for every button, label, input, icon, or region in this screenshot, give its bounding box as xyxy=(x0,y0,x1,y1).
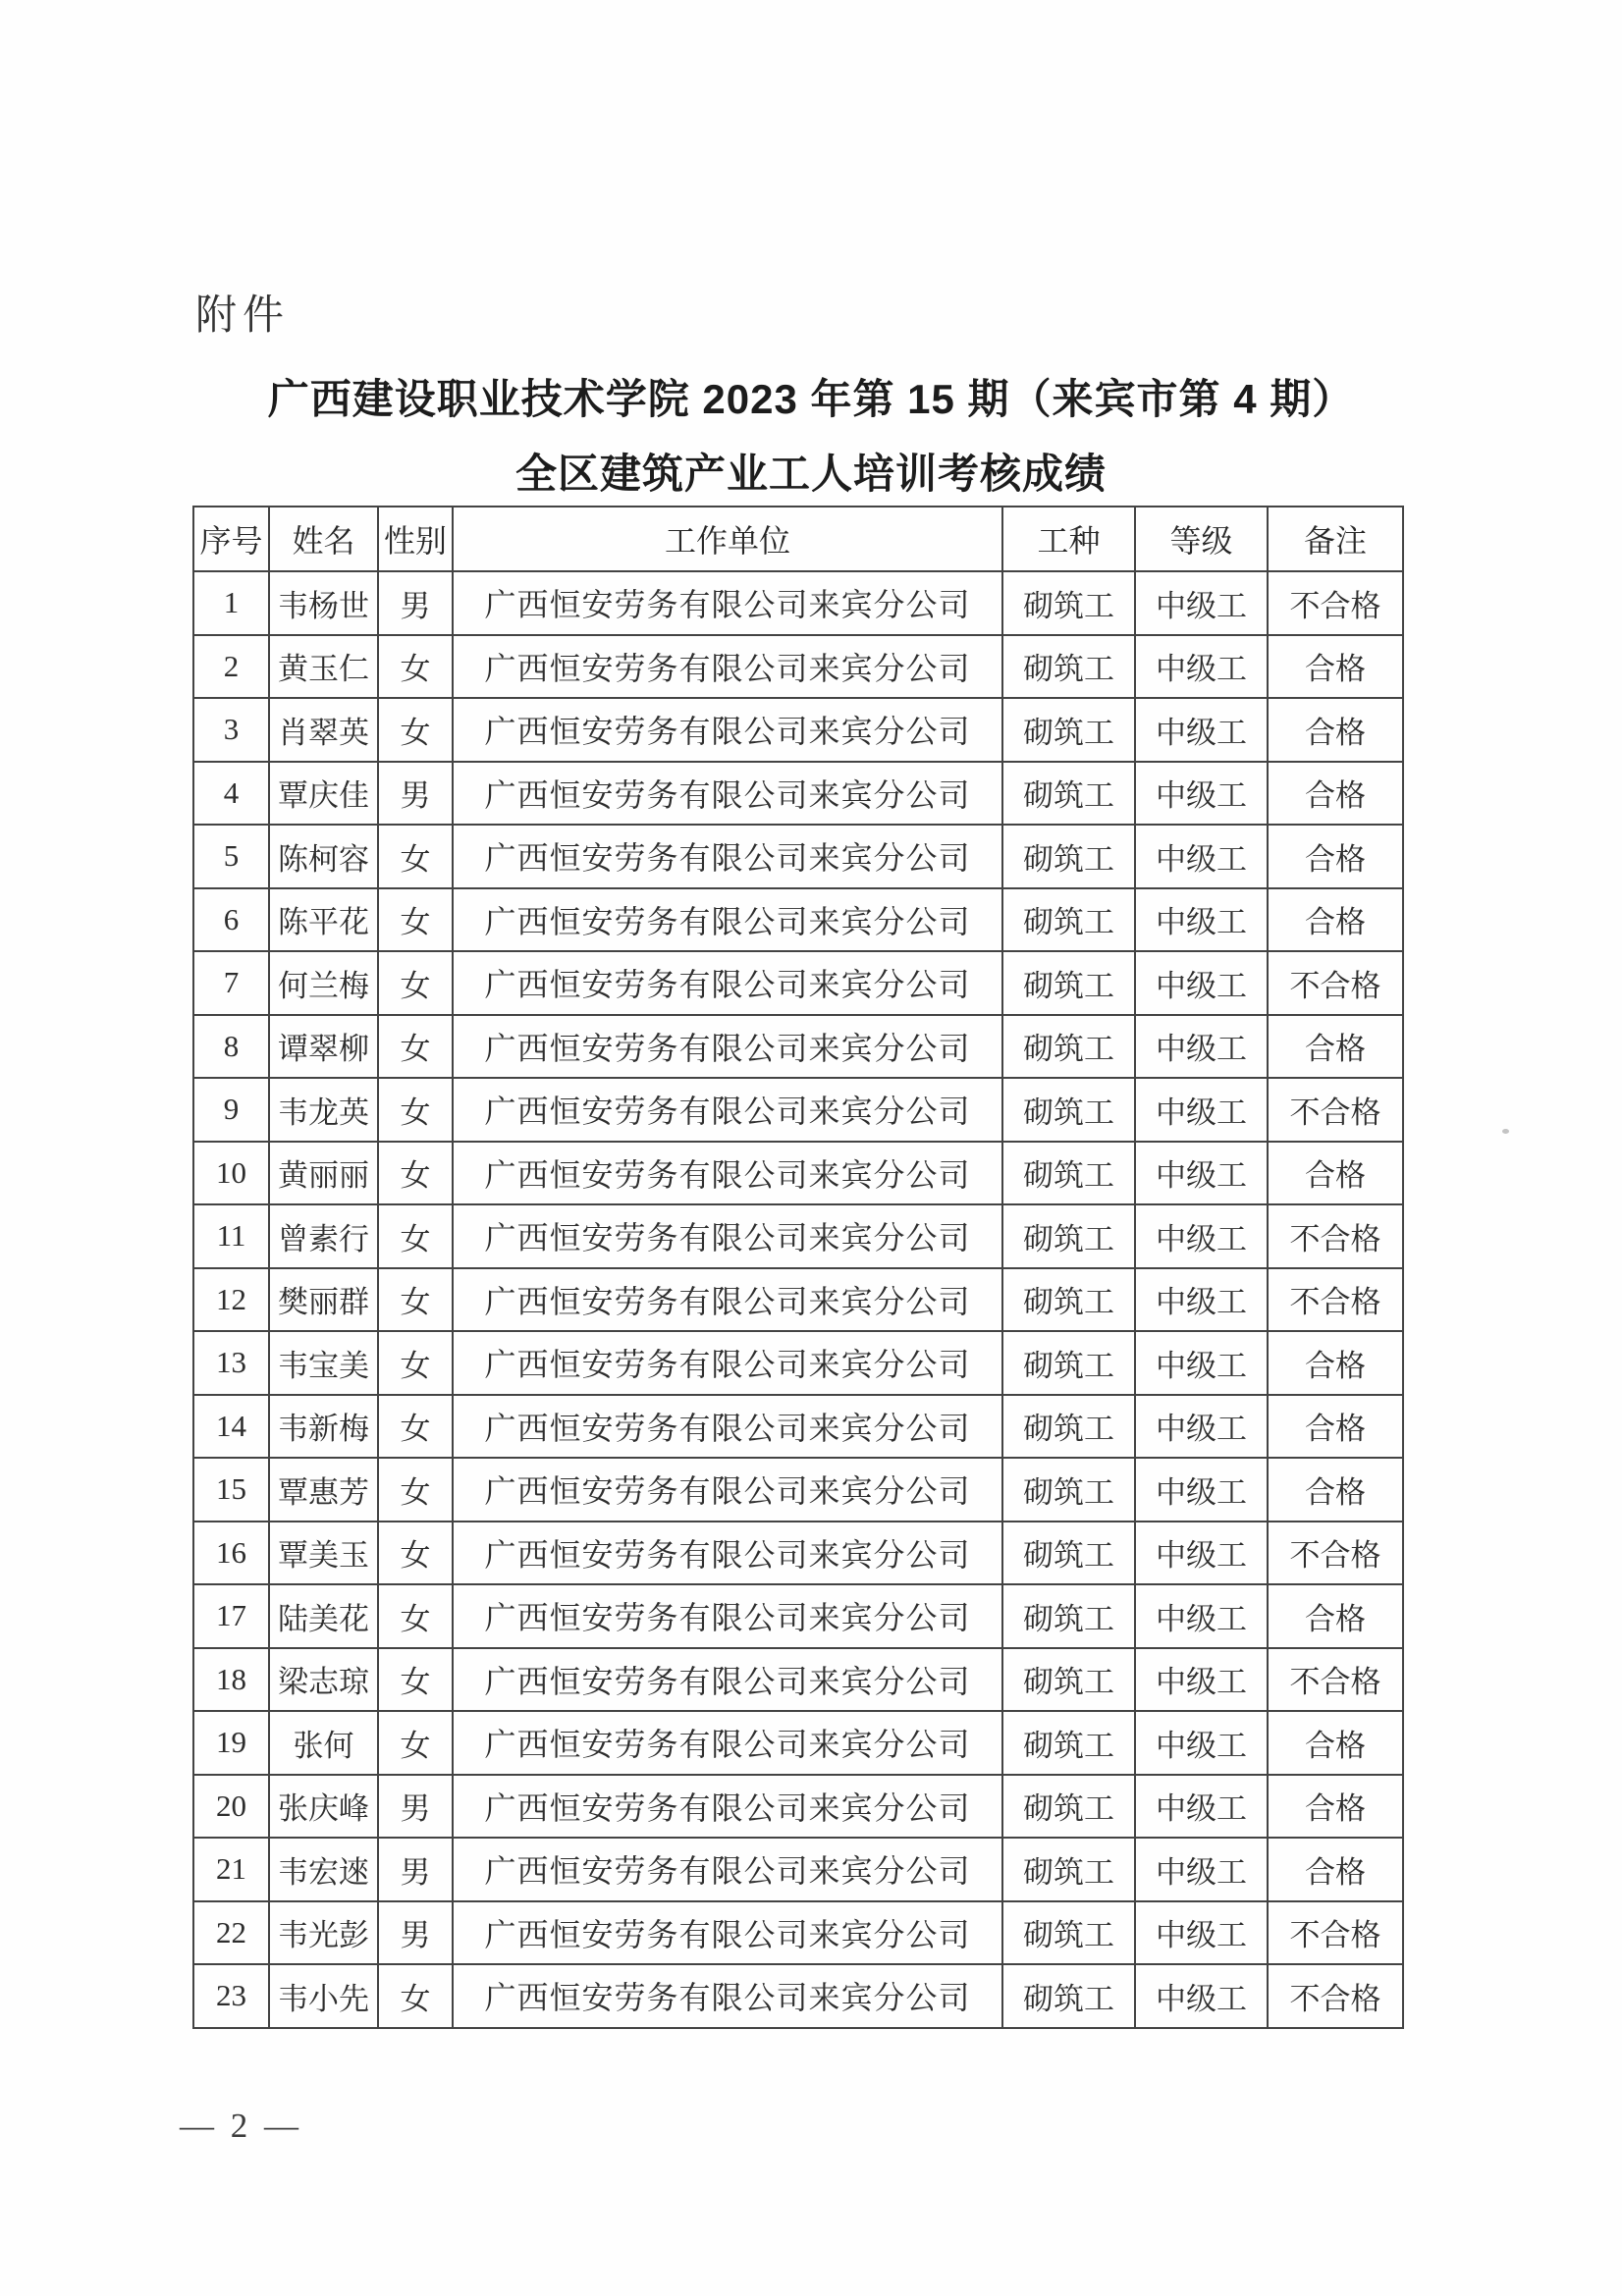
cell-level: 中级工 xyxy=(1135,1964,1268,2028)
cell-employer: 广西恒安劳务有限公司来宾分公司 xyxy=(453,888,1002,952)
cell-gender: 男 xyxy=(378,571,453,635)
cell-employer: 广西恒安劳务有限公司来宾分公司 xyxy=(453,1268,1002,1332)
cell-gender: 女 xyxy=(378,1458,453,1522)
cell-level: 中级工 xyxy=(1135,888,1268,952)
cell-name: 韦龙英 xyxy=(269,1078,378,1142)
table-header-row xyxy=(193,507,1403,571)
cell-trade: 砌筑工 xyxy=(1002,1522,1135,1585)
cell-employer: 广西恒安劳务有限公司来宾分公司 xyxy=(453,1331,1002,1395)
cell-no: 15 xyxy=(193,1458,269,1522)
cell-name: 覃美玉 xyxy=(269,1522,378,1585)
cell-employer: 广西恒安劳务有限公司来宾分公司 xyxy=(453,1648,1002,1712)
cell-gender: 男 xyxy=(378,1838,453,1901)
column-header-remark: 备注 xyxy=(1268,507,1403,571)
column-header-trade: 工种 xyxy=(1002,507,1135,571)
cell-level: 中级工 xyxy=(1135,1204,1268,1268)
table-row xyxy=(193,1775,1403,1839)
cell-no: 1 xyxy=(193,571,269,635)
cell-gender: 女 xyxy=(378,1268,453,1332)
attachment-label: 附件 xyxy=(195,294,291,339)
cell-no: 23 xyxy=(193,1964,269,2028)
cell-remark: 不合格 xyxy=(1268,1268,1403,1332)
cell-gender: 女 xyxy=(378,1711,453,1775)
cell-no: 17 xyxy=(193,1584,269,1648)
cell-trade: 砌筑工 xyxy=(1002,888,1135,952)
column-header-employer: 工作单位 xyxy=(453,507,1002,571)
table-row xyxy=(193,825,1403,888)
cell-remark: 合格 xyxy=(1268,635,1403,699)
cell-no: 6 xyxy=(193,888,269,952)
cell-level: 中级工 xyxy=(1135,1142,1268,1205)
cell-level: 中级工 xyxy=(1135,571,1268,635)
cell-name: 韦光彭 xyxy=(269,1901,378,1965)
cell-trade: 砌筑工 xyxy=(1002,1901,1135,1965)
cell-name: 梁志琼 xyxy=(269,1648,378,1712)
table-row xyxy=(193,1078,1403,1142)
cell-gender: 女 xyxy=(378,698,453,762)
cell-remark: 不合格 xyxy=(1268,571,1403,635)
cell-no: 8 xyxy=(193,1015,269,1079)
cell-gender: 女 xyxy=(378,1204,453,1268)
cell-level: 中级工 xyxy=(1135,825,1268,888)
cell-name: 陈柯容 xyxy=(269,825,378,888)
table-row xyxy=(193,1395,1403,1459)
cell-gender: 女 xyxy=(378,1395,453,1459)
cell-no: 12 xyxy=(193,1268,269,1332)
cell-employer: 广西恒安劳务有限公司来宾分公司 xyxy=(453,1584,1002,1648)
cell-remark: 合格 xyxy=(1268,1838,1403,1901)
page-number: — 2 — xyxy=(180,2107,302,2145)
cell-gender: 男 xyxy=(378,762,453,826)
cell-no: 14 xyxy=(193,1395,269,1459)
cell-remark: 不合格 xyxy=(1268,1964,1403,2028)
cell-gender: 女 xyxy=(378,1964,453,2028)
cell-trade: 砌筑工 xyxy=(1002,1648,1135,1712)
cell-remark: 不合格 xyxy=(1268,1901,1403,1965)
cell-gender: 女 xyxy=(378,1522,453,1585)
cell-remark: 合格 xyxy=(1268,1711,1403,1775)
cell-trade: 砌筑工 xyxy=(1002,698,1135,762)
cell-gender: 女 xyxy=(378,1015,453,1079)
table-row xyxy=(193,1015,1403,1079)
table-row xyxy=(193,951,1403,1015)
cell-trade: 砌筑工 xyxy=(1002,1838,1135,1901)
cell-remark: 合格 xyxy=(1268,1142,1403,1205)
cell-no: 9 xyxy=(193,1078,269,1142)
cell-no: 13 xyxy=(193,1331,269,1395)
cell-employer: 广西恒安劳务有限公司来宾分公司 xyxy=(453,1901,1002,1965)
cell-level: 中级工 xyxy=(1135,762,1268,826)
cell-trade: 砌筑工 xyxy=(1002,1142,1135,1205)
cell-remark: 不合格 xyxy=(1268,951,1403,1015)
cell-employer: 广西恒安劳务有限公司来宾分公司 xyxy=(453,1078,1002,1142)
cell-trade: 砌筑工 xyxy=(1002,1078,1135,1142)
cell-employer: 广西恒安劳务有限公司来宾分公司 xyxy=(453,635,1002,699)
cell-gender: 女 xyxy=(378,825,453,888)
cell-no: 4 xyxy=(193,762,269,826)
cell-name: 张庆峰 xyxy=(269,1775,378,1839)
cell-no: 2 xyxy=(193,635,269,699)
cell-name: 肖翠英 xyxy=(269,698,378,762)
cell-remark: 不合格 xyxy=(1268,1078,1403,1142)
cell-no: 22 xyxy=(193,1901,269,1965)
cell-level: 中级工 xyxy=(1135,1268,1268,1332)
cell-name: 陆美花 xyxy=(269,1584,378,1648)
cell-remark: 合格 xyxy=(1268,1458,1403,1522)
cell-remark: 合格 xyxy=(1268,1015,1403,1079)
cell-gender: 男 xyxy=(378,1901,453,1965)
cell-name: 黄玉仁 xyxy=(269,635,378,699)
cell-name: 何兰梅 xyxy=(269,951,378,1015)
cell-remark: 合格 xyxy=(1268,762,1403,826)
table-row xyxy=(193,762,1403,826)
cell-level: 中级工 xyxy=(1135,1838,1268,1901)
cell-remark: 合格 xyxy=(1268,825,1403,888)
cell-no: 11 xyxy=(193,1204,269,1268)
cell-gender: 女 xyxy=(378,951,453,1015)
table-row xyxy=(193,1838,1403,1901)
cell-trade: 砌筑工 xyxy=(1002,1331,1135,1395)
cell-name: 曾素行 xyxy=(269,1204,378,1268)
cell-trade: 砌筑工 xyxy=(1002,1584,1135,1648)
table-row xyxy=(193,1584,1403,1648)
results-table xyxy=(192,506,1404,2029)
table-row xyxy=(193,571,1403,635)
cell-trade: 砌筑工 xyxy=(1002,1775,1135,1839)
cell-trade: 砌筑工 xyxy=(1002,635,1135,699)
cell-employer: 广西恒安劳务有限公司来宾分公司 xyxy=(453,698,1002,762)
cell-name: 韦新梅 xyxy=(269,1395,378,1459)
cell-level: 中级工 xyxy=(1135,698,1268,762)
cell-trade: 砌筑工 xyxy=(1002,1268,1135,1332)
table-body xyxy=(193,571,1403,2028)
table-row xyxy=(193,1142,1403,1205)
cell-remark: 不合格 xyxy=(1268,1522,1403,1585)
cell-level: 中级工 xyxy=(1135,1522,1268,1585)
cell-name: 张何 xyxy=(269,1711,378,1775)
cell-level: 中级工 xyxy=(1135,1078,1268,1142)
cell-employer: 广西恒安劳务有限公司来宾分公司 xyxy=(453,1522,1002,1585)
cell-level: 中级工 xyxy=(1135,1458,1268,1522)
cell-trade: 砌筑工 xyxy=(1002,571,1135,635)
cell-employer: 广西恒安劳务有限公司来宾分公司 xyxy=(453,951,1002,1015)
cell-remark: 合格 xyxy=(1268,1331,1403,1395)
cell-no: 18 xyxy=(193,1648,269,1712)
cell-employer: 广西恒安劳务有限公司来宾分公司 xyxy=(453,1142,1002,1205)
cell-level: 中级工 xyxy=(1135,1395,1268,1459)
cell-trade: 砌筑工 xyxy=(1002,762,1135,826)
table-row xyxy=(193,1268,1403,1332)
cell-employer: 广西恒安劳务有限公司来宾分公司 xyxy=(453,762,1002,826)
cell-employer: 广西恒安劳务有限公司来宾分公司 xyxy=(453,1395,1002,1459)
cell-gender: 女 xyxy=(378,1584,453,1648)
cell-gender: 女 xyxy=(378,1331,453,1395)
cell-employer: 广西恒安劳务有限公司来宾分公司 xyxy=(453,825,1002,888)
cell-employer: 广西恒安劳务有限公司来宾分公司 xyxy=(453,1458,1002,1522)
cell-level: 中级工 xyxy=(1135,1775,1268,1839)
cell-name: 韦宏逨 xyxy=(269,1838,378,1901)
cell-name: 黄丽丽 xyxy=(269,1142,378,1205)
table-row xyxy=(193,1648,1403,1712)
table-row xyxy=(193,698,1403,762)
table-row xyxy=(193,1331,1403,1395)
cell-employer: 广西恒安劳务有限公司来宾分公司 xyxy=(453,1015,1002,1079)
cell-trade: 砌筑工 xyxy=(1002,825,1135,888)
scan-artifact xyxy=(1502,1129,1509,1134)
cell-employer: 广西恒安劳务有限公司来宾分公司 xyxy=(453,571,1002,635)
cell-trade: 砌筑工 xyxy=(1002,1204,1135,1268)
cell-gender: 女 xyxy=(378,1078,453,1142)
table-row xyxy=(193,1458,1403,1522)
cell-no: 19 xyxy=(193,1711,269,1775)
cell-name: 韦杨世 xyxy=(269,571,378,635)
column-header-level: 等级 xyxy=(1135,507,1268,571)
cell-gender: 女 xyxy=(378,1648,453,1712)
table-row xyxy=(193,1901,1403,1965)
cell-trade: 砌筑工 xyxy=(1002,1458,1135,1522)
table-row xyxy=(193,1204,1403,1268)
cell-level: 中级工 xyxy=(1135,1711,1268,1775)
cell-remark: 合格 xyxy=(1268,1395,1403,1459)
cell-name: 樊丽群 xyxy=(269,1268,378,1332)
cell-trade: 砌筑工 xyxy=(1002,951,1135,1015)
table-row xyxy=(193,1964,1403,2028)
cell-level: 中级工 xyxy=(1135,1648,1268,1712)
cell-name: 覃庆佳 xyxy=(269,762,378,826)
cell-no: 5 xyxy=(193,825,269,888)
column-header-name: 姓名 xyxy=(269,507,378,571)
cell-remark: 合格 xyxy=(1268,1775,1403,1839)
cell-remark: 合格 xyxy=(1268,888,1403,952)
cell-employer: 广西恒安劳务有限公司来宾分公司 xyxy=(453,1775,1002,1839)
document-title-line1: 广西建设职业技术学院 2023 年第 15 期（来宾市第 4 期） xyxy=(267,376,1355,422)
cell-name: 覃惠芳 xyxy=(269,1458,378,1522)
cell-level: 中级工 xyxy=(1135,1015,1268,1079)
cell-no: 16 xyxy=(193,1522,269,1585)
table-row xyxy=(193,1522,1403,1585)
cell-remark: 不合格 xyxy=(1268,1204,1403,1268)
cell-trade: 砌筑工 xyxy=(1002,1964,1135,2028)
table-row xyxy=(193,635,1403,699)
table-row xyxy=(193,1711,1403,1775)
cell-no: 7 xyxy=(193,951,269,1015)
cell-level: 中级工 xyxy=(1135,1331,1268,1395)
cell-employer: 广西恒安劳务有限公司来宾分公司 xyxy=(453,1964,1002,2028)
cell-level: 中级工 xyxy=(1135,635,1268,699)
cell-name: 谭翠柳 xyxy=(269,1015,378,1079)
cell-gender: 女 xyxy=(378,1142,453,1205)
cell-no: 20 xyxy=(193,1775,269,1839)
cell-no: 3 xyxy=(193,698,269,762)
cell-gender: 女 xyxy=(378,888,453,952)
cell-level: 中级工 xyxy=(1135,1901,1268,1965)
cell-trade: 砌筑工 xyxy=(1002,1395,1135,1459)
cell-name: 韦宝美 xyxy=(269,1331,378,1395)
cell-employer: 广西恒安劳务有限公司来宾分公司 xyxy=(453,1204,1002,1268)
cell-trade: 砌筑工 xyxy=(1002,1711,1135,1775)
cell-no: 10 xyxy=(193,1142,269,1205)
cell-employer: 广西恒安劳务有限公司来宾分公司 xyxy=(453,1711,1002,1775)
cell-employer: 广西恒安劳务有限公司来宾分公司 xyxy=(453,1838,1002,1901)
cell-remark: 不合格 xyxy=(1268,1648,1403,1712)
cell-name: 陈平花 xyxy=(269,888,378,952)
cell-no: 21 xyxy=(193,1838,269,1901)
table-row xyxy=(193,888,1403,952)
document-title-line2: 全区建筑产业工人培训考核成绩 xyxy=(514,451,1107,497)
cell-name: 韦小先 xyxy=(269,1964,378,2028)
cell-remark: 合格 xyxy=(1268,698,1403,762)
cell-gender: 女 xyxy=(378,635,453,699)
cell-level: 中级工 xyxy=(1135,1584,1268,1648)
cell-gender: 男 xyxy=(378,1775,453,1839)
cell-level: 中级工 xyxy=(1135,951,1268,1015)
column-header-gender: 性别 xyxy=(378,507,453,571)
cell-remark: 合格 xyxy=(1268,1584,1403,1648)
cell-trade: 砌筑工 xyxy=(1002,1015,1135,1079)
column-header-no: 序号 xyxy=(193,507,269,571)
